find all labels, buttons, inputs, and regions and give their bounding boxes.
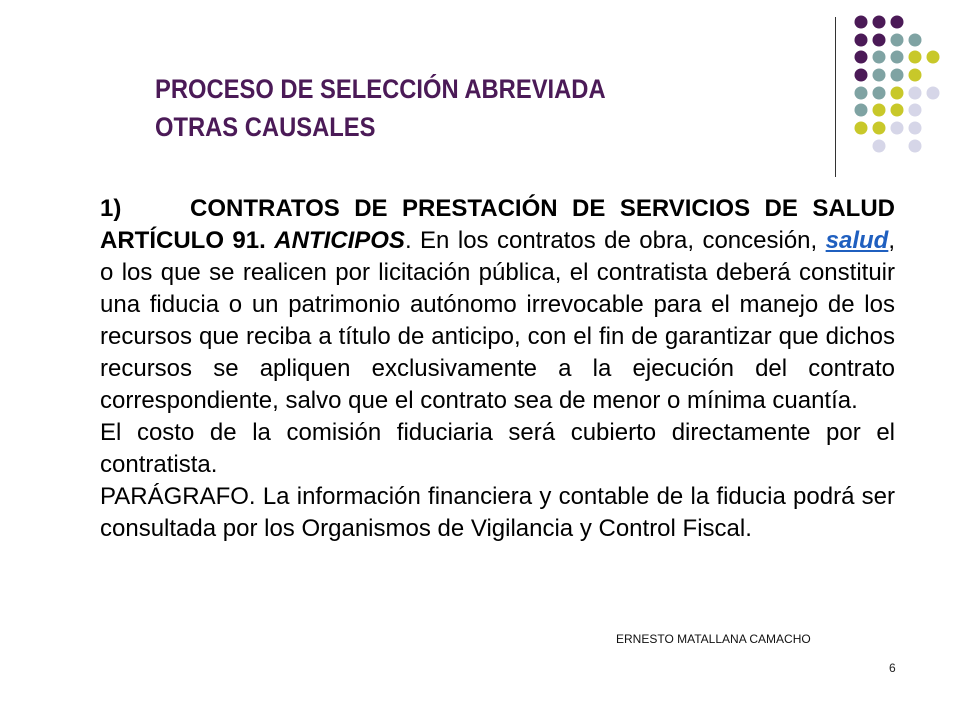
title-line-1: PROCESO DE SELECCIÓN ABREVIADA [155,74,606,104]
vertical-divider [835,17,836,177]
paragraph-1-part-b: , o los que se realicen por licitación pública, el contratista deberá constituir una fiducia o un patrimonio autónomo irrevocable para el manejo de los recursos que reciba a título de anticipo, con el fin de garantizar que dichos recursos se apliquen exclusivamente a la ejecución del contrato correspondiente, salvo que el contrato sea de menor o mínima cuantía. [100,227,895,414]
dot [855,51,868,64]
section-heading [100,195,895,222]
title-line-2: OTRAS CAUSALES [155,112,376,142]
dot [873,51,886,64]
dot [927,51,940,64]
dot [873,140,886,153]
dot [927,87,940,100]
dot [855,87,868,100]
salud-link[interactable]: salud [825,227,889,254]
heading-text: CONTRATOS DE PRESTACIÓN DE SERVICIOS DE SALUD [190,195,895,222]
article-label: ARTÍCULO 91. [100,227,266,254]
dot [909,122,922,135]
dot [909,34,922,47]
dot [891,87,904,100]
dot [873,104,886,117]
dot [909,87,922,100]
dot [855,69,868,82]
dot [873,69,886,82]
dot [891,69,904,82]
dot [891,51,904,64]
paragraph-1-part-a: . En los contratos de obra, concesión, [404,227,818,254]
dot [909,104,922,117]
dot [909,140,922,153]
paragraph-article [100,193,895,417]
slide-title [155,70,606,146]
dot [855,122,868,135]
page-number: 6 [889,661,896,675]
dot [909,69,922,82]
dot [855,104,868,117]
dot [873,87,886,100]
dot [855,34,868,47]
author-footer: ERNESTO MATALLANA CAMACHO [616,632,811,646]
dot [873,34,886,47]
dot [891,122,904,135]
dot [855,16,868,29]
paragraph-3: PARÁGRAFO. La información financiera y contable de la fiducia podrá ser consultada por los Organismos de Vigilancia y Control Fiscal. [100,483,895,542]
article-topic: ANTICIPOS [274,227,405,254]
heading-number: 1) [100,195,122,222]
slide-body [100,193,895,545]
paragraph-2: El costo de la comisión fiduciaria será cubierto directamente por el contratista. [100,419,895,478]
dot [909,51,922,64]
dot [891,34,904,47]
dot [891,16,904,29]
dot [891,104,904,117]
dot [873,16,886,29]
dot [873,122,886,135]
